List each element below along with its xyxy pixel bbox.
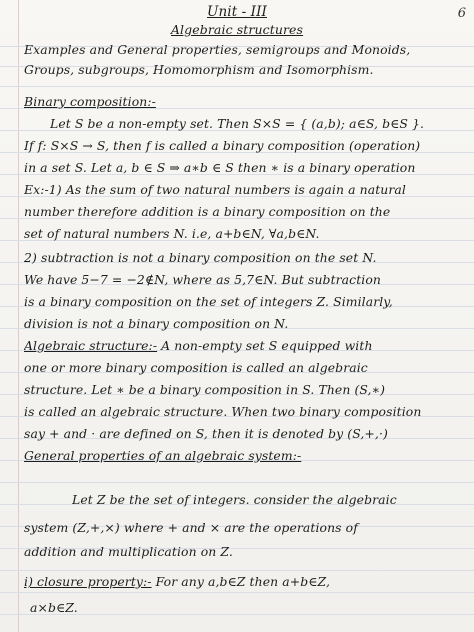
- intro-line: Groups, subgroups, Homomorphism and Isomorphism.: [24, 62, 374, 77]
- general-line: Let Z be the set of integers. consider the algebraic: [72, 492, 397, 507]
- binary-line: If f: S×S → S, then f is called a binary composition (operation): [24, 138, 421, 153]
- ruled-line: [0, 86, 474, 87]
- general-line: addition and multiplication on Z.: [24, 544, 233, 559]
- binary-line: 2) subtraction is not a binary composition on the set N.: [24, 250, 377, 265]
- closure-property-heading: i) closure property:-: [24, 574, 152, 589]
- general-properties-heading: General properties of an algebraic system:-: [24, 448, 302, 463]
- algebraic-structure-heading: Algebraic structure:-: [24, 338, 158, 353]
- algebraic-structure-text: A non-empty set S equipped with: [157, 338, 373, 353]
- algebraic-line: structure. Let ∗ be a binary composition in S. Then (S,∗): [24, 382, 386, 397]
- algebraic-line: is called an algebraic structure. When two binary composition: [24, 404, 422, 419]
- closure-property-line: [24, 574, 468, 590]
- binary-line: Ex:-1) As the sum of two natural numbers is again a natural: [24, 182, 406, 197]
- ruled-line: [0, 482, 474, 483]
- binary-line: set of natural numbers N. i.e, a+b∈N, ∀a,b∈N.: [24, 226, 320, 241]
- binary-composition-heading: Binary composition:-: [24, 94, 156, 109]
- page-title: Unit - III: [207, 4, 267, 20]
- binary-line: Let S be a non-empty set. Then S×S = { (a,b); a∈S, b∈S }.: [50, 116, 425, 131]
- algebraic-line: one or more binary composition is called an algebraic: [24, 360, 368, 375]
- page-subtitle: Algebraic structures: [170, 22, 304, 37]
- closure-line: a×b∈Z.: [30, 600, 78, 615]
- margin-line: [18, 0, 19, 632]
- algebraic-structure-first-line: [24, 338, 468, 354]
- binary-line: number therefore addition is a binary composition on the: [24, 204, 391, 219]
- ruled-line: [0, 592, 474, 593]
- intro-line: Examples and General properties, semigroups and Monoids,: [24, 42, 411, 57]
- binary-line: We have 5−7 = −2∉N, where as 5,7∈N. But subtraction: [24, 272, 381, 287]
- binary-line: in a set S. Let a, b ∈ S ⇒ a∗b ∈ S then ∗ is a binary operation: [24, 160, 416, 175]
- general-line: system (Z,+,×) where + and × are the operations of: [24, 520, 358, 535]
- algebraic-line: say + and · are defined on S, then it is denoted by (S,+,·): [24, 426, 388, 441]
- page-number: 6: [457, 6, 466, 21]
- binary-line: is a binary composition on the set of integers Z. Similarly,: [24, 294, 393, 309]
- closure-property-text: For any a,b∈Z then a+b∈Z,: [151, 574, 331, 589]
- binary-line: division is not a binary composition on N.: [24, 316, 289, 331]
- ruled-line: [0, 570, 474, 571]
